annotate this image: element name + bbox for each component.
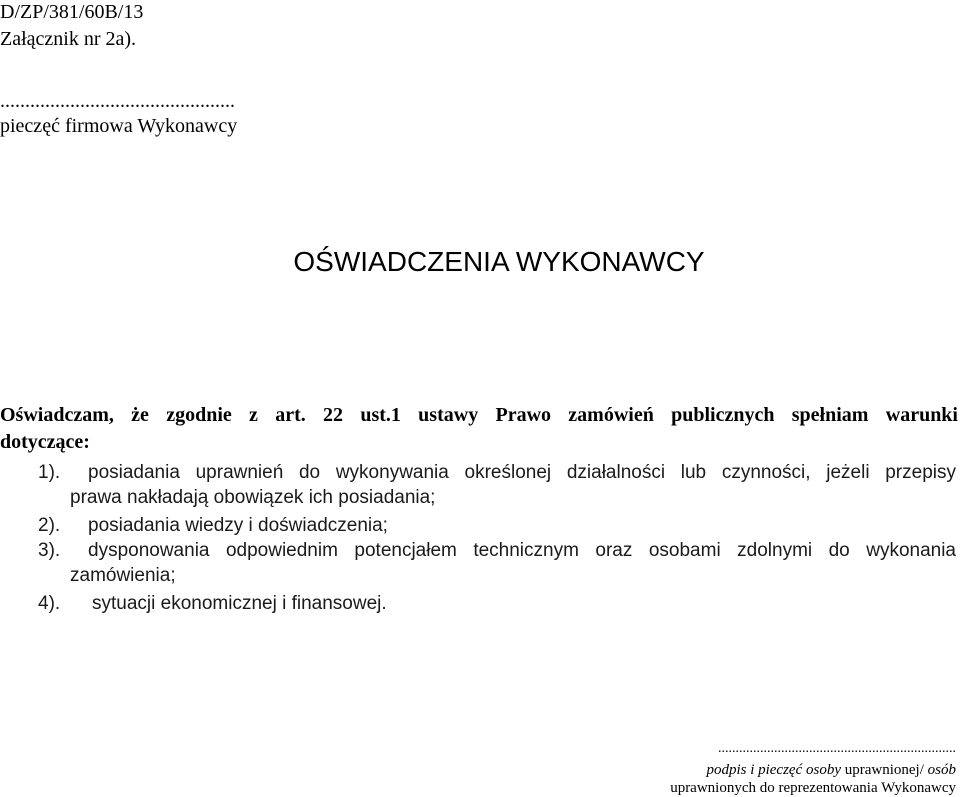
intro-statement bbox=[0, 402, 958, 456]
intro-line-1: Oświadczam, że zgodnie z art. 22 ust.1 ustawy Prawo zamówień publicznych spełniam warunki bbox=[0, 404, 958, 426]
signature-label-line-1 bbox=[706, 761, 956, 779]
signature-label-plain: uprawnionej/ bbox=[844, 762, 928, 778]
item-number: 1). bbox=[38, 462, 61, 483]
signature-label-italic: podpis i pieczęć osoby bbox=[706, 762, 845, 778]
item-text-line-1: posiadania wiedzy i doświadczenia; bbox=[88, 515, 388, 536]
item-number: 3). bbox=[38, 540, 61, 561]
signature-dotted-line: .................................................................... bbox=[718, 741, 956, 756]
item-number: 4). bbox=[38, 593, 61, 614]
document-reference: D/ZP/381/60B/13 bbox=[0, 1, 144, 23]
intro-line-2: dotyczące: bbox=[0, 431, 90, 453]
signature-label-line-2: uprawnionych do reprezentowania Wykonawcy bbox=[670, 780, 956, 796]
signature-label-italic-2: osób bbox=[927, 762, 956, 778]
item-text-line-2: zamówienia; bbox=[70, 565, 176, 586]
stamp-label: pieczęć firmowa Wykonawcy bbox=[0, 115, 238, 137]
item-text-line-1: posiadania uprawnień do wykonywania określonej działalności lub czynności, jeżeli przepisy bbox=[88, 462, 956, 483]
stamp-dotted-line: ............................................... bbox=[0, 90, 235, 112]
annex-label: Załącznik nr 2a). bbox=[0, 28, 137, 50]
item-text-line-1: dysponowania odpowiednim potencjałem technicznym oraz osobami zdolnymi do wykonania bbox=[88, 540, 956, 561]
page-title: OŚWIADCZENIA WYKONAWCY bbox=[293, 246, 705, 277]
list-item bbox=[0, 538, 958, 588]
item-text-line-2: prawa nakładają obowiązek ich posiadania; bbox=[70, 487, 436, 508]
item-text-line-1: sytuacji ekonomicznej i finansowej. bbox=[92, 593, 387, 614]
item-number: 2). bbox=[38, 515, 61, 536]
list-item bbox=[0, 513, 958, 538]
list-item bbox=[0, 460, 958, 510]
list-item bbox=[0, 591, 958, 616]
